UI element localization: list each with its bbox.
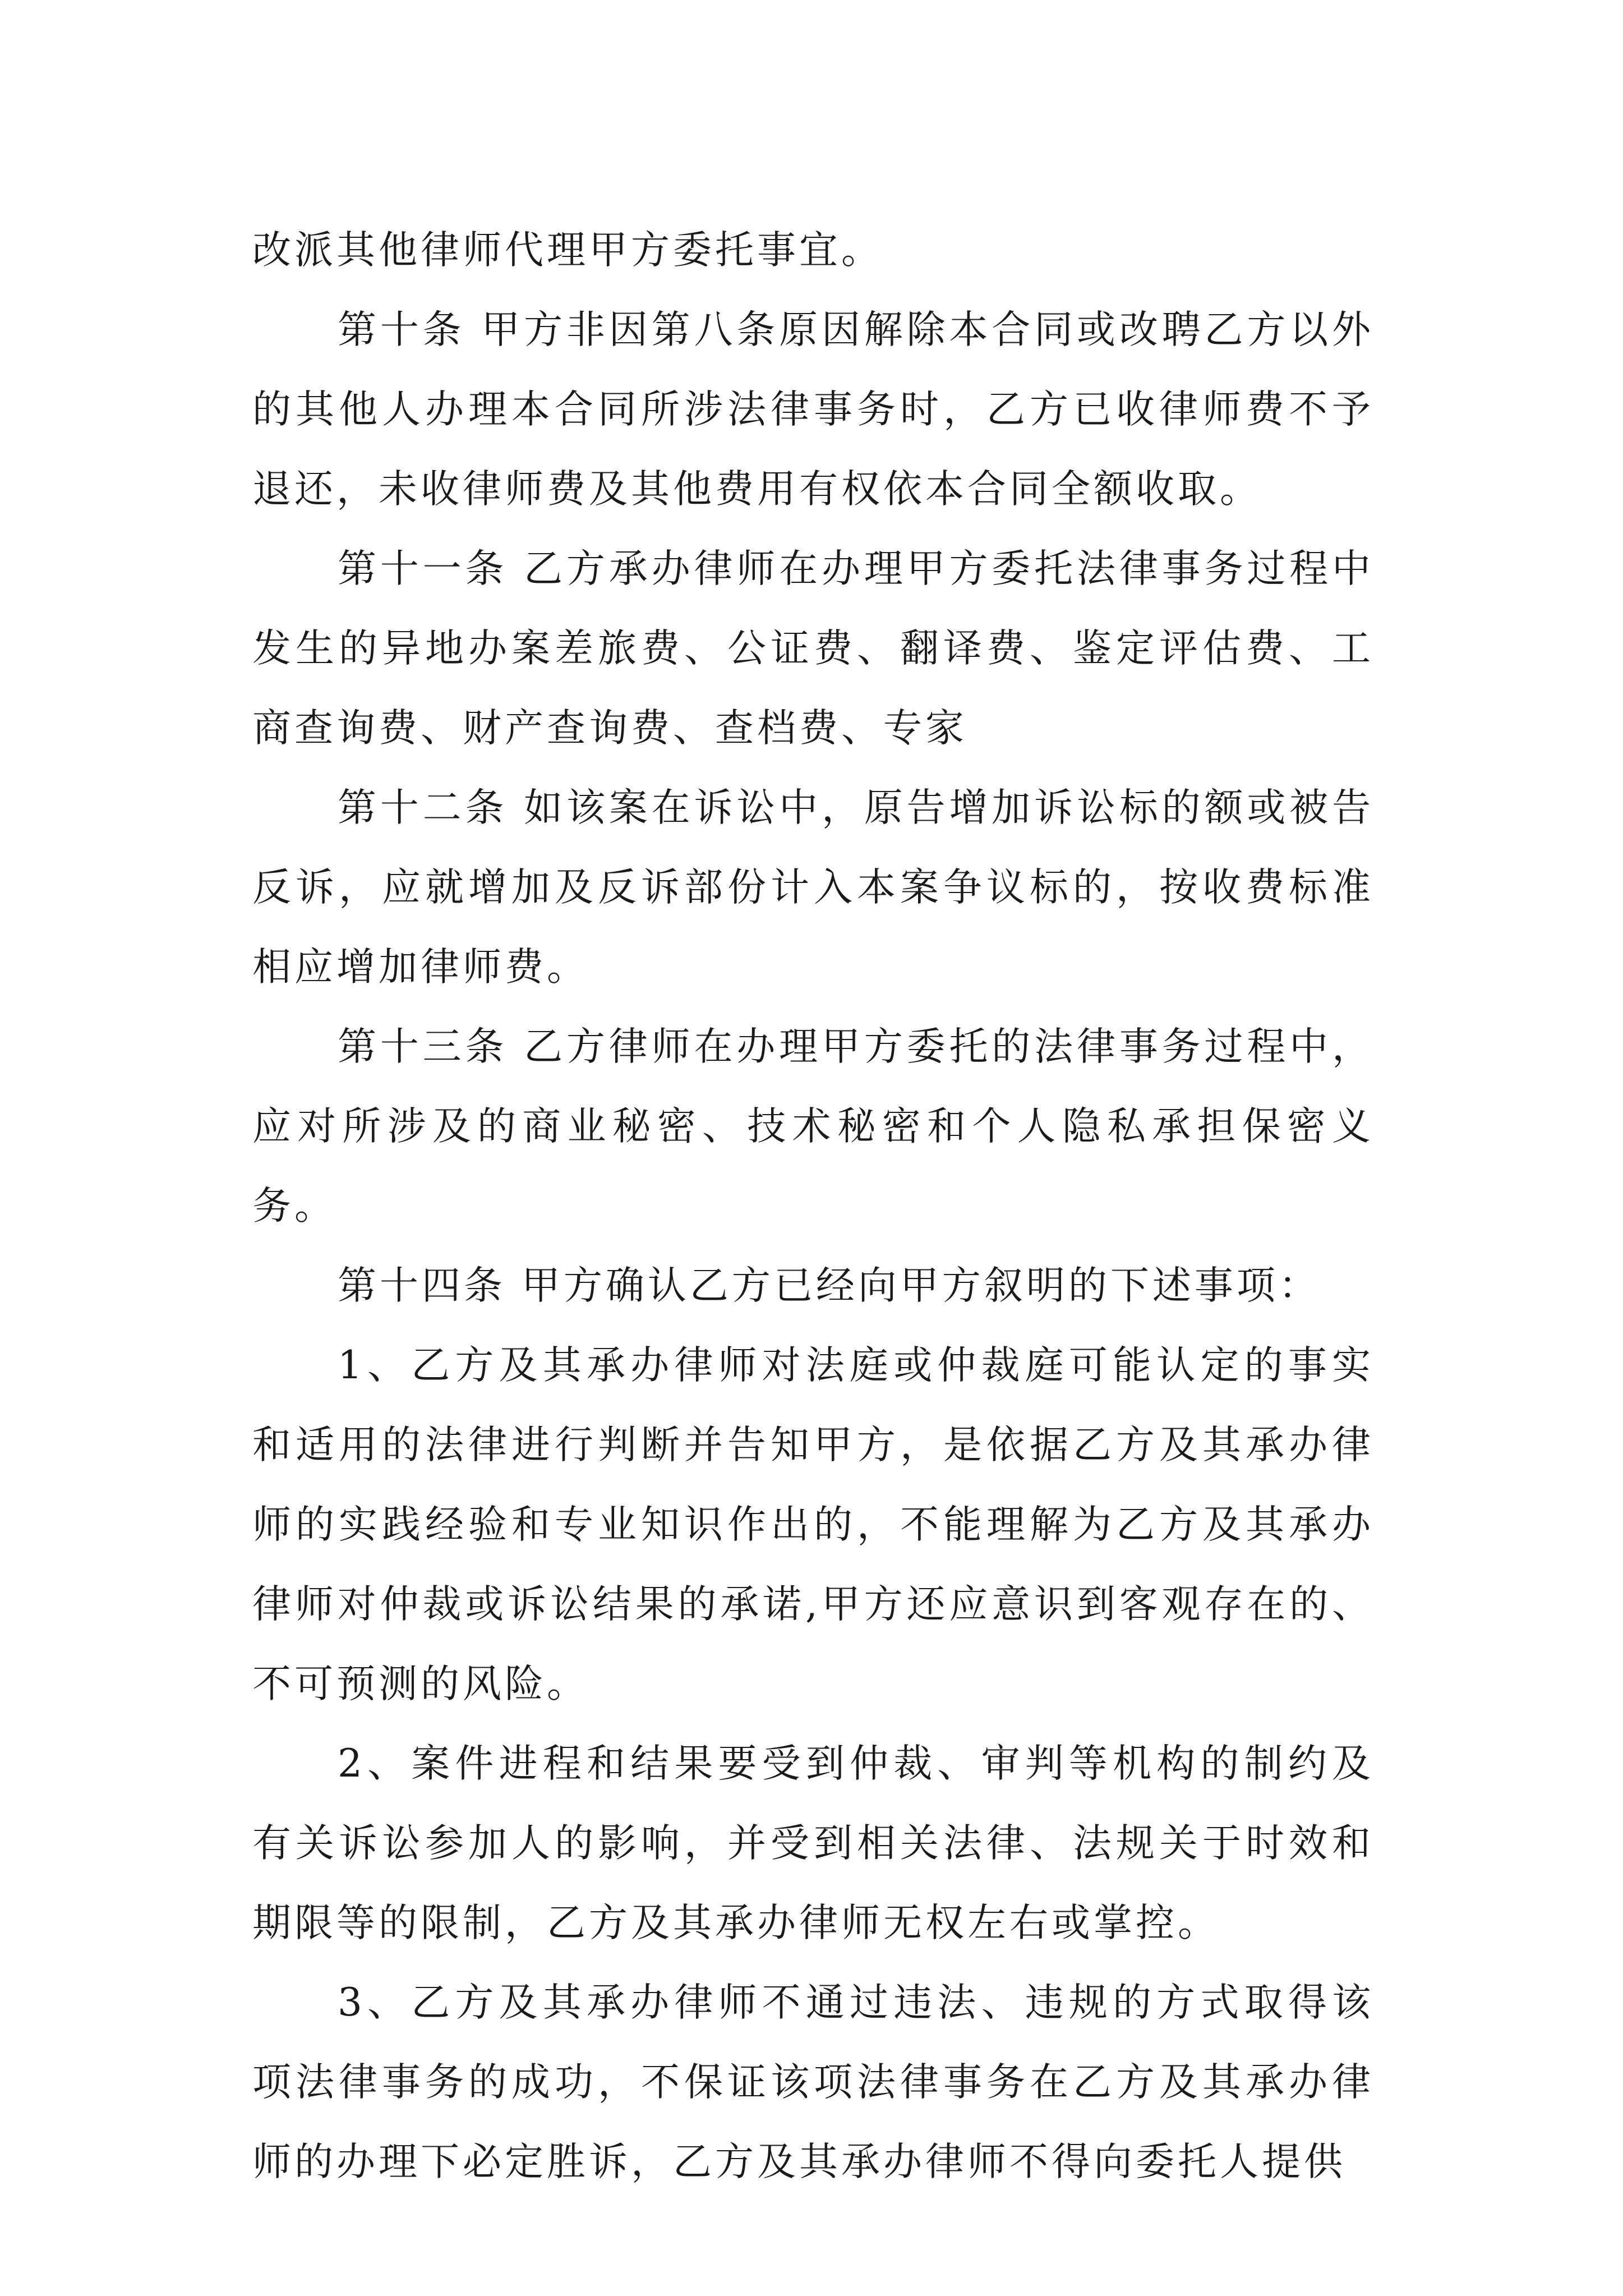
paragraph-continuation: 改派其他律师代理甲方委托事宜。: [252, 228, 883, 273]
article-11-paragraph: 第十一条 乙方承办律师在办理甲方委托法律事务过程中发生的异地办案差旅费、公证费、翻译费、鉴定评估费、工商查询费、财产查询费、查档费、专家: [252, 546, 1374, 751]
article-14-paragraph: 第十四条 甲方确认乙方已经向甲方叙明的下述事项：: [338, 1263, 1321, 1308]
article-10-paragraph: 第十条 甲方非因第八条原因解除本合同或改聘乙方以外的其他人办理本合同所涉法律事务时，乙方已收律师费不予退还，未收律师费及其他费用有权依本合同全额收取。: [252, 307, 1374, 512]
item-1-paragraph: 1、乙方及其承办律师对法庭或仲裁庭可能认定的事实和适用的法律进行判断并告知甲方，是依据乙方及其承办律师的实践经验和专业知识作出的，不能理解为乙方及其承办律师对仲裁或诉讼结果的承诺,甲方还应意识到客观存在的、不可预测的风险。: [252, 1343, 1374, 1706]
document-body: [252, 210, 1374, 2202]
article-13-paragraph: 第十三条 乙方律师在办理甲方委托的法律事务过程中，应对所涉及的商业秘密、技术秘密和个人隐私承担保密义务。: [252, 1024, 1374, 1228]
article-12-paragraph: 第十二条 如该案在诉讼中，原告增加诉讼标的额或被告反诉，应就增加及反诉部份计入本案争议标的，按收费标准相应增加律师费。: [252, 785, 1374, 990]
item-2-paragraph: 2、案件进程和结果要受到仲裁、审判等机构的制约及有关诉讼参加人的影响，并受到相关法律、法规关于时效和期限等的限制，乙方及其承办律师无权左右或掌控。: [252, 1741, 1374, 1945]
item-3-paragraph: 3、乙方及其承办律师不通过违法、违规的方式取得该项法律事务的成功，不保证该项法律事务在乙方及其承办律师的办理下必定胜诉，乙方及其承办律师不得向委托人提供: [252, 1980, 1374, 2184]
